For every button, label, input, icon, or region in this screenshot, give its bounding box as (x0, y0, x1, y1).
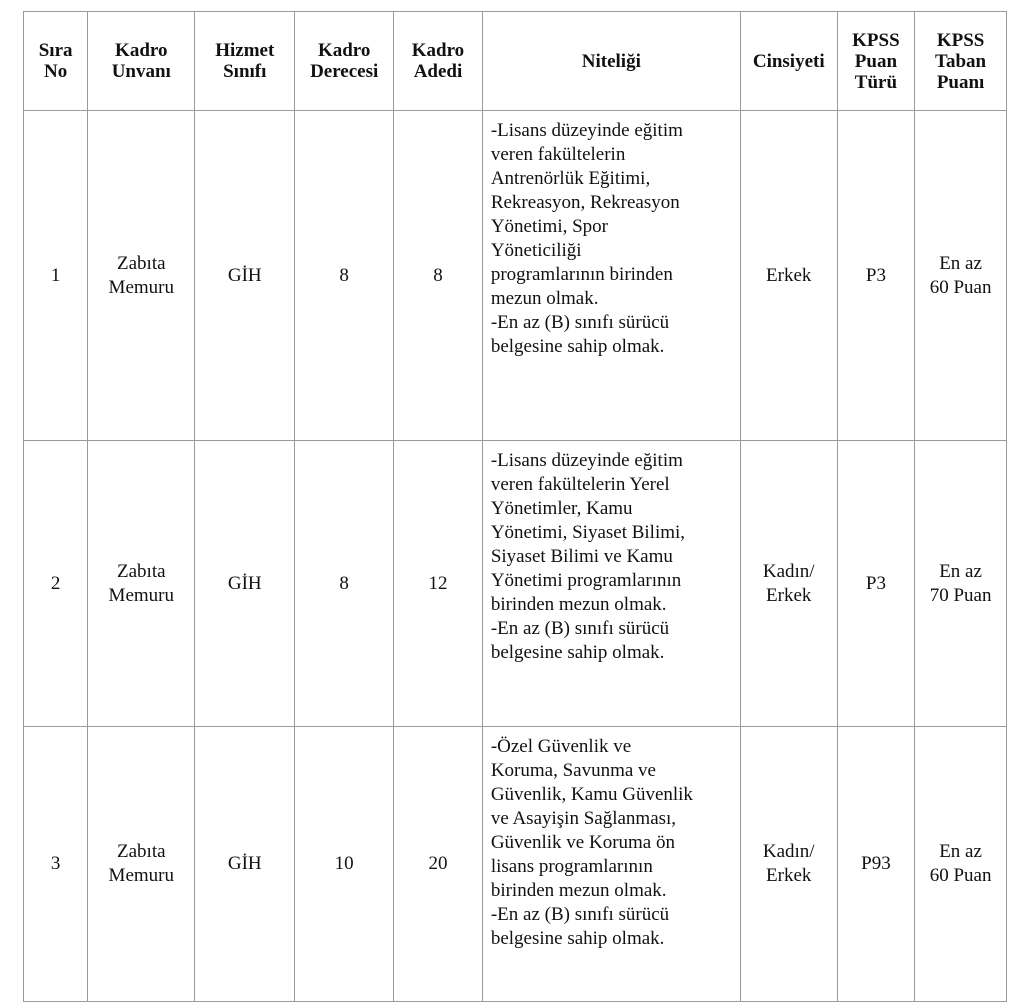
cell-kadro-adedi: 8 (394, 111, 483, 441)
cell-cinsiyeti: Kadın/ Erkek (740, 727, 837, 1002)
cell-kpss-puan-turu: P3 (837, 111, 914, 441)
cell-kadro-derecesi: 8 (295, 111, 394, 441)
kadro-table (23, 11, 1007, 1002)
header-kadro-derecesi: Kadro Derecesi (295, 12, 394, 111)
header-kadro-unvani: Kadro Unvanı (88, 12, 195, 111)
cell-kadro-derecesi: 10 (295, 727, 394, 1002)
cell-niteligi: -Özel Güvenlik ve Koruma, Savunma ve Güvenlik, Kamu Güvenlik ve Asayişin Sağlanması, Güvenlik ve Koruma ön lisans programlarının birinden mezun olmak. -En az (B) sınıfı sürücü belgesine sahip olmak. (482, 727, 740, 1002)
cell-cinsiyeti: Kadın/ Erkek (740, 441, 837, 727)
cell-hizmet-sinifi: GİH (195, 441, 295, 727)
cell-kadro-unvani: Zabıta Memuru (88, 727, 195, 1002)
table-row (24, 727, 1007, 1002)
cell-cinsiyeti: Erkek (740, 111, 837, 441)
header-kadro-adedi: Kadro Adedi (394, 12, 483, 111)
header-cinsiyeti: Cinsiyeti (740, 12, 837, 111)
cell-kpss-puan-turu: P3 (837, 441, 914, 727)
header-niteligi: Niteliği (482, 12, 740, 111)
cell-sira-no: 3 (24, 727, 88, 1002)
table-row (24, 111, 1007, 441)
cell-kadro-adedi: 20 (394, 727, 483, 1002)
cell-niteligi: -Lisans düzeyinde eğitim veren fakültelerin Yerel Yönetimler, Kamu Yönetimi, Siyaset Bilimi, Siyaset Bilimi ve Kamu Yönetimi programlarının birinden mezun olmak. -En az (B) sınıfı sürücü belgesine sahip olmak. (482, 441, 740, 727)
table-row (24, 441, 1007, 727)
cell-kadro-unvani: Zabıta Memuru (88, 111, 195, 441)
cell-kadro-derecesi: 8 (295, 441, 394, 727)
cell-kpss-taban-puani: En az 60 Puan (915, 727, 1007, 1002)
cell-sira-no: 1 (24, 111, 88, 441)
header-row (24, 12, 1007, 111)
header-sira-no: Sıra No (24, 12, 88, 111)
cell-kadro-unvani: Zabıta Memuru (88, 441, 195, 727)
cell-hizmet-sinifi: GİH (195, 111, 295, 441)
cell-kpss-puan-turu: P93 (837, 727, 914, 1002)
header-kpss-puan-turu: KPSS Puan Türü (837, 12, 914, 111)
header-kpss-taban-puani: KPSS Taban Puanı (915, 12, 1007, 111)
cell-kadro-adedi: 12 (394, 441, 483, 727)
cell-sira-no: 2 (24, 441, 88, 727)
header-hizmet-sinifi: Hizmet Sınıfı (195, 12, 295, 111)
cell-niteligi: -Lisans düzeyinde eğitim veren fakültelerin Antrenörlük Eğitimi, Rekreasyon, Rekreasyon Yönetimi, Spor Yöneticiliği programlarının birinden mezun olmak. -En az (B) sınıfı sürücü belgesine sahip olmak. (482, 111, 740, 441)
cell-kpss-taban-puani: En az 60 Puan (915, 111, 1007, 441)
cell-hizmet-sinifi: GİH (195, 727, 295, 1002)
cell-kpss-taban-puani: En az 70 Puan (915, 441, 1007, 727)
